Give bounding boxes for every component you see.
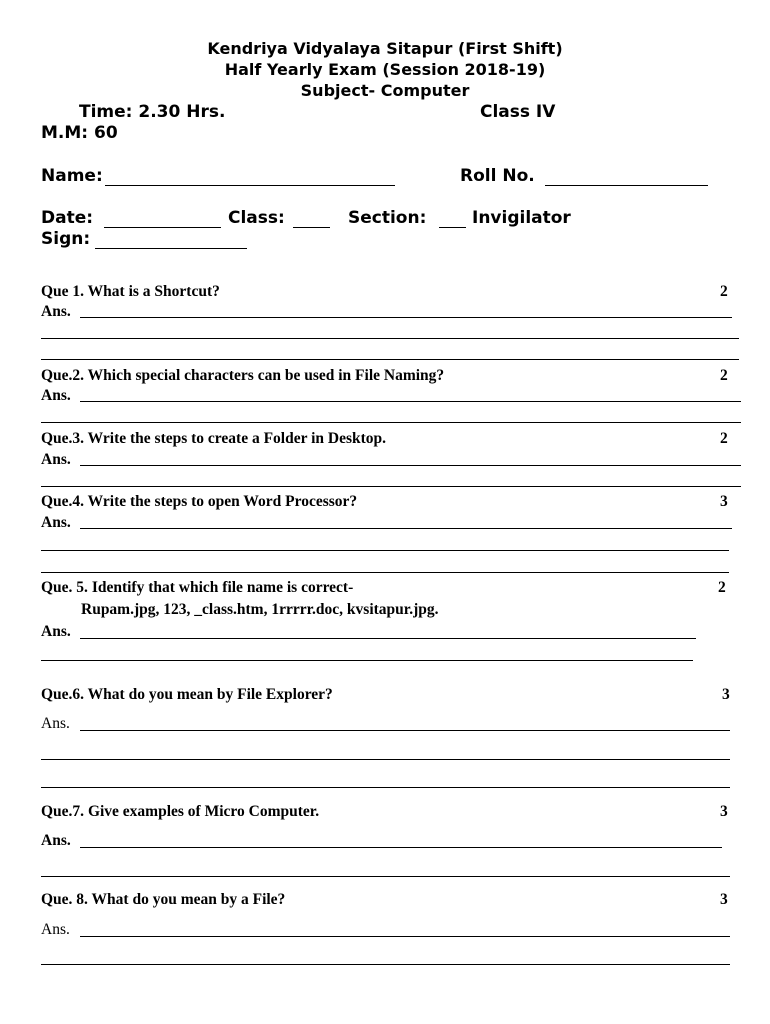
- ans-label-3: Ans.: [41, 451, 71, 468]
- sign-label: Sign:: [41, 229, 91, 249]
- marks-4: 3: [720, 493, 728, 510]
- class-field-label: Class:: [228, 208, 285, 228]
- invigilator-label: Invigilator: [472, 208, 571, 228]
- roll-label: Roll No.: [460, 166, 535, 186]
- roll-blank[interactable]: [545, 185, 708, 186]
- answer-line[interactable]: [80, 638, 696, 639]
- question-text: What do you mean by File Explorer?: [87, 686, 333, 703]
- marks-1: 2: [720, 283, 728, 300]
- question-5-options: Rupam.jpg, 123, _class.htm, 1rrrrr.doc, kvsitapur.jpg.: [81, 601, 439, 618]
- answer-line[interactable]: [41, 964, 730, 965]
- question-text: Give examples of Micro Computer.: [87, 803, 320, 820]
- marks-7: 3: [720, 803, 728, 820]
- answer-line[interactable]: [41, 876, 730, 877]
- answer-line[interactable]: [41, 572, 729, 573]
- ans-label-8: Ans.: [41, 921, 70, 938]
- max-marks: M.M: 60: [41, 123, 118, 143]
- answer-line[interactable]: [80, 847, 722, 848]
- answer-line[interactable]: [41, 550, 729, 551]
- marks-3: 2: [720, 430, 728, 447]
- question-number: Que.4.: [41, 493, 85, 510]
- name-blank[interactable]: [105, 185, 395, 186]
- answer-line[interactable]: [80, 317, 732, 318]
- time-label: Time: 2.30 Hrs.: [79, 102, 226, 122]
- date-blank[interactable]: [104, 227, 221, 228]
- question-3: [41, 429, 386, 448]
- question-number: Que 1.: [41, 283, 85, 300]
- marks-2: 2: [720, 367, 728, 384]
- class-label: Class IV: [480, 102, 556, 122]
- question-text: Write the steps to open Word Processor?: [87, 493, 358, 510]
- ans-label-1: Ans.: [41, 303, 71, 320]
- question-7: [41, 802, 319, 821]
- answer-line[interactable]: [80, 465, 741, 466]
- question-text: What is a Shortcut?: [87, 283, 220, 300]
- question-number: Que.6.: [41, 686, 85, 703]
- answer-line[interactable]: [80, 730, 730, 731]
- question-number: Que.3.: [41, 430, 85, 447]
- marks-6: 3: [722, 686, 730, 703]
- question-number: Que. 5.: [41, 579, 88, 596]
- question-1: [41, 282, 220, 301]
- question-text: Which special characters can be used in File Naming?: [87, 367, 445, 384]
- question-number: Que.2.: [41, 367, 85, 384]
- ans-label-6: Ans.: [41, 715, 70, 732]
- answer-line[interactable]: [80, 528, 732, 529]
- section-label: Section:: [348, 208, 427, 228]
- marks-8: 3: [720, 891, 728, 908]
- subject-title: Subject- Computer: [300, 81, 470, 100]
- answer-line[interactable]: [41, 759, 730, 760]
- question-text: What do you mean by a File?: [91, 891, 286, 908]
- class-blank[interactable]: [293, 227, 330, 228]
- answer-line[interactable]: [80, 936, 730, 937]
- question-text: Identify that which file name is correct-: [91, 579, 354, 596]
- answer-line[interactable]: [41, 660, 693, 661]
- question-4: [41, 492, 357, 511]
- ans-label-5: Ans.: [41, 623, 71, 640]
- answer-line[interactable]: [80, 401, 741, 402]
- school-name: Kendriya Vidyalaya Sitapur (First Shift): [207, 39, 563, 58]
- question-8: [41, 890, 285, 909]
- answer-line[interactable]: [41, 486, 741, 487]
- question-text: Write the steps to create a Folder in Desktop.: [87, 430, 387, 447]
- question-number: Que.7.: [41, 803, 85, 820]
- answer-line[interactable]: [41, 338, 739, 339]
- question-number: Que. 8.: [41, 891, 88, 908]
- ans-label-4: Ans.: [41, 514, 71, 531]
- answer-line[interactable]: [41, 787, 730, 788]
- question-6: [41, 685, 333, 704]
- marks-5: 2: [718, 579, 726, 596]
- ans-label-2: Ans.: [41, 387, 71, 404]
- exam-title: Half Yearly Exam (Session 2018-19): [224, 60, 546, 79]
- name-label: Name:: [41, 166, 103, 186]
- question-2: [41, 366, 444, 385]
- answer-line[interactable]: [41, 359, 739, 360]
- question-5: [41, 578, 353, 597]
- sign-blank[interactable]: [95, 248, 247, 249]
- ans-label-7: Ans.: [41, 832, 71, 849]
- date-label: Date:: [41, 208, 94, 228]
- answer-line[interactable]: [41, 422, 741, 423]
- section-blank[interactable]: [439, 227, 466, 228]
